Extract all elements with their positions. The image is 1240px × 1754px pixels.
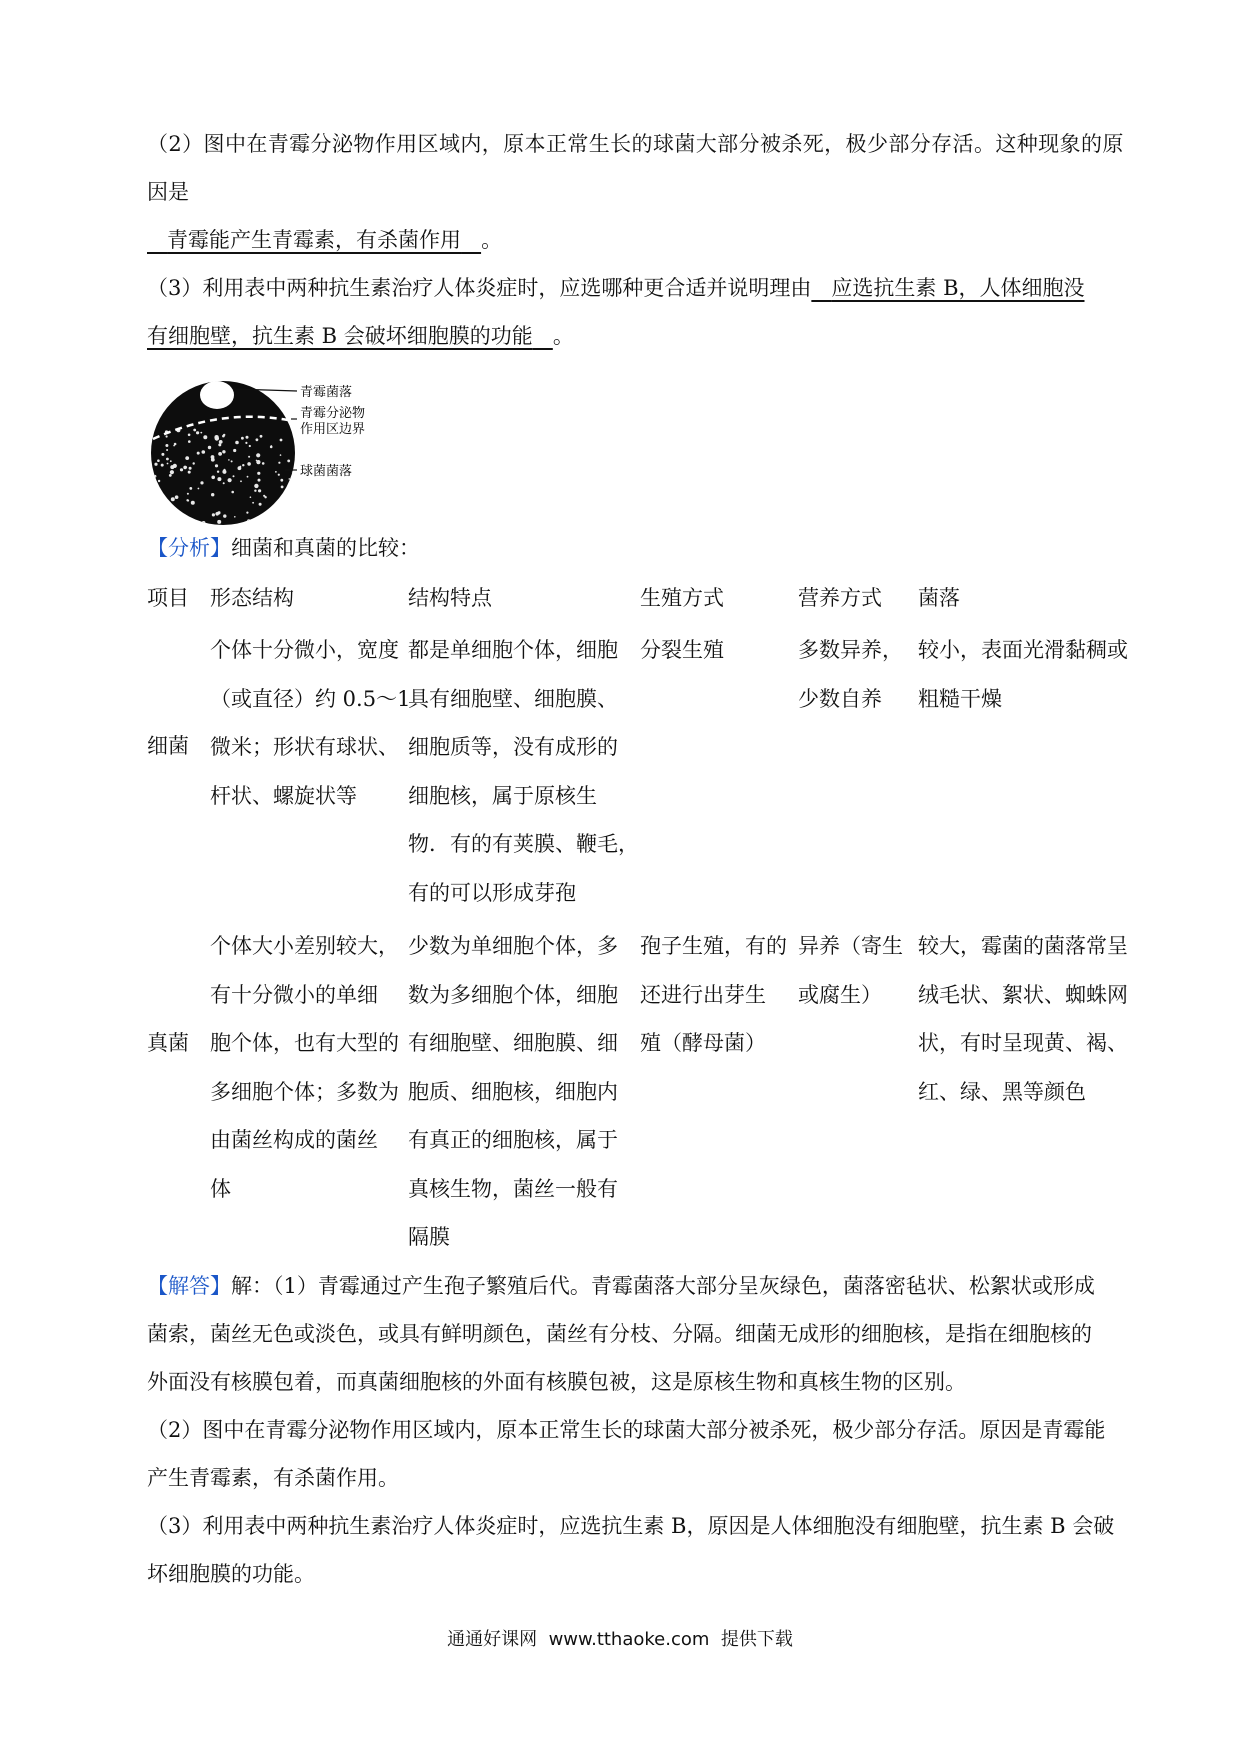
- coccus-dot: [231, 460, 233, 462]
- coccus-dot: [249, 445, 251, 447]
- fungi-form-line: 个体大小差别较大，: [210, 934, 399, 958]
- coccus-dot: [165, 444, 168, 447]
- q3-prefix: （3）利用表中两种抗生素治疗人体炎症时，应选哪种更合适并说明理由: [147, 276, 812, 300]
- fungi-nutrition-line: 或腐生）: [798, 982, 882, 1007]
- coccus-dot: [188, 440, 191, 443]
- coccus-dot: [260, 435, 263, 438]
- coccus-dot: [164, 512, 167, 515]
- coccus-dot: [198, 488, 200, 490]
- coccus-dot: [155, 500, 158, 503]
- coccus-dot: [292, 488, 296, 492]
- coccus-dot: [248, 456, 250, 458]
- fungi-reproduction: [640, 922, 787, 1068]
- bacteria-structure-line: 都是单细胞个体，细胞: [408, 638, 618, 662]
- bacteria-form-line: （或直径）约 0.5～1: [210, 686, 411, 711]
- header-colony: 菌落: [918, 586, 960, 610]
- coccus-dot: [280, 479, 283, 482]
- fungi-form-line: 由菌丝构成的菌丝: [210, 1128, 378, 1152]
- header-item: 项目: [147, 586, 189, 610]
- solution-p3-line: 坏细胞膜的功能。: [147, 1562, 315, 1586]
- coccus-dot: [217, 471, 219, 473]
- coccus-dot: [231, 491, 234, 494]
- analysis-text: 细菌和真菌的比较：: [231, 536, 420, 560]
- coccus-dot: [214, 435, 218, 439]
- coccus-dot: [246, 436, 249, 439]
- bacteria-structure-line: 细胞质等，没有成形的: [408, 735, 618, 759]
- q2-end: 。: [481, 228, 503, 252]
- coccus-dot: [256, 438, 259, 441]
- fungi-colony-line: 较大，霉菌的菌落常呈: [918, 934, 1128, 958]
- coccus-dot: [185, 456, 189, 460]
- bacteria-form: [210, 626, 410, 820]
- coccus-dot: [292, 509, 296, 513]
- coccus-dot: [200, 432, 202, 434]
- bacteria-nutrition-line: 多数异养，: [798, 638, 903, 662]
- coccus-dot: [166, 435, 168, 437]
- coccus-dot: [240, 466, 242, 468]
- coccus-dot: [219, 440, 223, 444]
- solution-tag: 【解答】: [147, 1274, 231, 1298]
- coccus-dot: [287, 460, 290, 463]
- coccus-dot: [175, 495, 179, 499]
- solution-p2-line: 产生青霉素，有杀菌作用。: [147, 1466, 399, 1490]
- bacteria-nutrition: [798, 626, 903, 723]
- coccus-dot: [240, 480, 242, 482]
- bacteria-structure-line: 物．有的有荚膜、鞭毛，: [408, 832, 639, 856]
- fungi-form-line: 胞个体，也有大型的: [210, 1031, 399, 1055]
- coccus-dot: [166, 449, 168, 451]
- coccus-dot: [222, 435, 225, 438]
- coccus-dot: [218, 443, 221, 446]
- coccus-dot: [160, 517, 164, 521]
- penicillium-colony: [200, 381, 234, 409]
- fungi-form-line: 有十分微小的单细: [210, 982, 378, 1007]
- header-structure: 结构特点: [408, 586, 492, 610]
- coccus-dot: [212, 513, 215, 516]
- bacteria-reproduction: [640, 626, 724, 675]
- coccus-dot: [161, 464, 164, 467]
- bacteria-form-line: 个体十分微小，宽度: [210, 638, 399, 662]
- petri-dish-figure: [145, 375, 415, 525]
- coccus-dot: [254, 484, 258, 488]
- coccus-dot: [289, 516, 293, 520]
- coccus-dot: [187, 493, 189, 495]
- coccus-dot: [217, 477, 221, 481]
- fungi-colony-line: 状，有时呈现黄、褐、: [918, 1031, 1128, 1055]
- fungi-colony-line: 红、绿、黑等颜色: [918, 1079, 1086, 1104]
- coccus-dot: [228, 478, 232, 482]
- fungi-structure-line: 有真正的细胞核，属于: [408, 1128, 618, 1152]
- coccus-dot: [166, 458, 169, 461]
- bacteria-form-line: 微米；形状有球状、: [210, 735, 399, 759]
- coccus-dot: [171, 497, 175, 501]
- coccus-dot: [196, 431, 199, 434]
- coccus-dot: [188, 434, 191, 437]
- coccus-dot: [258, 479, 261, 482]
- coccus-dot: [174, 443, 177, 446]
- coccus-dot: [223, 482, 225, 484]
- coccus-dot: [287, 486, 289, 488]
- coccus-dot: [197, 452, 200, 455]
- question-3: [147, 264, 1132, 360]
- coccus-dot: [211, 476, 215, 480]
- row-name-bacteria: 细菌: [147, 734, 189, 758]
- coccus-dot: [278, 474, 280, 476]
- fungi-structure-line: 隔膜: [408, 1225, 450, 1249]
- coccus-dot: [211, 458, 215, 462]
- fungi-colony: [918, 922, 1128, 1116]
- coccus-dot: [203, 435, 207, 439]
- coccus-dot: [222, 450, 225, 453]
- coccus-dot: [193, 462, 195, 464]
- coccus-dot: [165, 517, 167, 519]
- coccus-dot: [154, 475, 157, 478]
- coccus-dot: [263, 495, 265, 497]
- coccus-dot: [215, 464, 218, 467]
- coccus-dot: [252, 502, 254, 504]
- coccus-dot: [259, 516, 262, 519]
- coccus-dot: [254, 490, 256, 492]
- page-footer: 通通好课网 www.tthaoke.com 提供下载: [447, 1629, 793, 1650]
- coccus-dot: [278, 519, 281, 522]
- coccus-dot: [259, 503, 262, 506]
- header-reproduction: 生殖方式: [640, 586, 724, 610]
- fungi-structure-line: 胞质、细胞核，细胞内: [408, 1079, 618, 1104]
- row-name-fungi: 真菌: [147, 1031, 189, 1055]
- coccus-dot: [262, 462, 265, 465]
- fungi-colony-line: 绒毛状、絮状、蜘蛛网: [918, 982, 1128, 1007]
- coccus-dot: [247, 476, 249, 478]
- bacteria-colony-line: 较小，表面光滑黏稠或: [918, 638, 1128, 662]
- coccus-dot: [234, 516, 236, 518]
- label-penicillium-colony: 青霉菌落: [300, 385, 353, 400]
- coccus-dot: [219, 511, 221, 513]
- analysis-line: [147, 524, 1132, 572]
- fungi-structure-line: 数为多细胞个体，细胞: [408, 982, 618, 1007]
- coccus-dot: [156, 503, 159, 506]
- label-boundary-b: 作用区边界: [300, 422, 366, 437]
- coccus-dot: [228, 459, 230, 461]
- coccus-dot: [280, 439, 283, 442]
- fungi-reproduction-line: 孢子生殖，有的: [640, 934, 787, 958]
- fungi-form: [210, 922, 399, 1213]
- coccus-dot: [233, 475, 235, 477]
- coccus-dot: [170, 514, 173, 517]
- q2-line2: 因是: [147, 180, 189, 204]
- q2-line1: （2）图中在青霉分泌物作用区域内，原本正常生长的球菌大部分被杀死，极少部分存活。这种现象的原: [147, 132, 1124, 156]
- coccus-dot: [202, 450, 206, 454]
- header-nutrition: 营养方式: [798, 586, 882, 610]
- question-2: [147, 120, 1132, 264]
- coccus-dot: [211, 493, 214, 496]
- fungi-structure-line: 有细胞壁、细胞膜、细: [408, 1031, 618, 1055]
- coccus-dot: [193, 429, 196, 432]
- coccus-dot: [223, 471, 226, 474]
- header-form: 形态结构: [210, 586, 294, 610]
- coccus-dot: [223, 514, 226, 517]
- solution-p1-text: 解：（1）青霉通过产生孢子繁殖后代。青霉菌落大部分呈灰绿色，菌落密毡状、松絮状或形成: [231, 1274, 1095, 1298]
- bacteria-reproduction-line: 分裂生殖: [640, 638, 724, 662]
- coccus-dot: [157, 459, 160, 462]
- coccus-dot: [169, 474, 172, 477]
- coccus-dot: [241, 437, 244, 440]
- q3-end: 。: [552, 324, 574, 348]
- coccus-dot: [258, 489, 261, 492]
- bacteria-form-line: 杆状、螺旋状等: [210, 783, 357, 808]
- coccus-dot: [200, 481, 203, 484]
- coccus-dot: [188, 471, 191, 474]
- coccus-dot: [189, 467, 192, 470]
- bacteria-colony-line: 粗糙干燥: [918, 686, 1002, 711]
- coccus-dot: [173, 464, 177, 468]
- solution-p1-line: [147, 1262, 1132, 1310]
- fungi-nutrition-line: 异养（寄生: [798, 934, 903, 958]
- fungi-structure-line: 少数为单细胞个体，多: [408, 934, 618, 958]
- coccus-dot: [158, 480, 160, 482]
- coccus-dot: [280, 454, 282, 456]
- coccus-dot: [247, 519, 251, 523]
- coccus-dot: [154, 463, 157, 466]
- coccus-dot: [235, 441, 239, 445]
- coccus-dot: [288, 487, 291, 490]
- coccus-dot: [245, 442, 247, 444]
- fungi-form-line: 体: [210, 1176, 231, 1201]
- coccus-dot: [186, 466, 188, 468]
- coccus-dot: [208, 446, 211, 449]
- coccus-dot: [257, 472, 260, 475]
- solution-p1-line: 外面没有核膜包着，而真菌细胞核的外面有核膜包被，这是原核生物和真核生物的区别。: [147, 1370, 966, 1394]
- fungi-form-line: 多细胞个体；多数为: [210, 1079, 399, 1104]
- coccus-dot: [170, 460, 172, 462]
- coccus-dot: [215, 512, 219, 516]
- q2-answer-line: [147, 216, 1132, 264]
- coccus-dot: [233, 449, 236, 452]
- label-coccus-colony: 球菌菌落: [300, 464, 353, 479]
- coccus-dot: [275, 471, 277, 473]
- q3-answer-part1: 应选抗生素 B，人体细胞没: [831, 276, 1085, 300]
- coccus-dot: [289, 478, 291, 480]
- q2-answer: 青霉能产生青霉素，有杀菌作用: [167, 228, 462, 252]
- coccus-dot: [270, 509, 272, 511]
- fungi-reproduction-line: 殖（酵母菌）: [640, 1031, 766, 1055]
- coccus-dot: [218, 452, 222, 456]
- bacteria-structure-line: 具有细胞壁、细胞膜、: [408, 686, 618, 711]
- coccus-dot: [170, 470, 174, 474]
- bacteria-structure-line: 细胞核，属于原核生: [408, 783, 597, 808]
- coccus-dot: [180, 468, 183, 471]
- solution-block: [147, 1262, 1132, 1598]
- coccus-dot: [186, 499, 188, 501]
- coccus-dot: [247, 462, 251, 466]
- bacteria-nutrition-line: 少数自养: [798, 686, 882, 711]
- label-boundary-a: 青霉分泌物: [300, 406, 366, 421]
- coccus-dot: [176, 516, 179, 519]
- fungi-nutrition: [798, 922, 903, 1019]
- coccus-dot: [270, 446, 273, 449]
- fungi-reproduction-line: 还进行出芽生: [640, 982, 766, 1007]
- fungi-structure-line: 真核生物，菌丝一般有: [408, 1176, 618, 1201]
- q3-line1: [147, 264, 1132, 312]
- coccus-dot: [161, 453, 164, 456]
- coccus-dot: [256, 460, 258, 462]
- coccus-dot: [281, 486, 284, 489]
- coccus-dot: [189, 487, 192, 490]
- bacteria-colony: [918, 626, 1128, 723]
- solution-p1-line: 菌索，菌丝无色或淡色，或具有鲜明颜色，菌丝有分枝、分隔。细菌无成形的细胞核，是指在细胞核的: [147, 1322, 1092, 1346]
- coccus-dot: [246, 512, 248, 514]
- q3-answer-part2: 有细胞壁，抗生素 B 会破坏细胞膜的功能: [147, 324, 533, 348]
- bacteria-structure: [408, 626, 639, 917]
- coccus-dot: [191, 501, 195, 505]
- analysis-tag: 【分析】: [147, 536, 231, 560]
- coccus-dot: [292, 471, 294, 473]
- coccus-dot: [256, 453, 260, 457]
- solution-p2-line: （2）图中在青霉分泌物作用区域内，原本正常生长的球菌大部分被杀死，极少部分存活。原因是青霉能: [147, 1418, 1106, 1442]
- fungi-structure: [408, 922, 618, 1262]
- bacteria-structure-line: 有的可以形成芽孢: [408, 880, 576, 905]
- coccus-dot: [155, 488, 157, 490]
- q3-line2: [147, 312, 1132, 360]
- coccus-dot: [250, 496, 252, 498]
- coccus-dot: [286, 505, 289, 508]
- coccus-dot: [293, 492, 295, 494]
- coccus-dot: [278, 462, 280, 464]
- coccus-dot: [242, 464, 244, 466]
- coccus-dot: [264, 515, 267, 518]
- coccus-dot: [167, 463, 169, 465]
- solution-p3-line: （3）利用表中两种抗生素治疗人体炎症时，应选抗生素 B，原因是人体细胞没有细胞壁，抗生素 B 会破: [147, 1514, 1115, 1538]
